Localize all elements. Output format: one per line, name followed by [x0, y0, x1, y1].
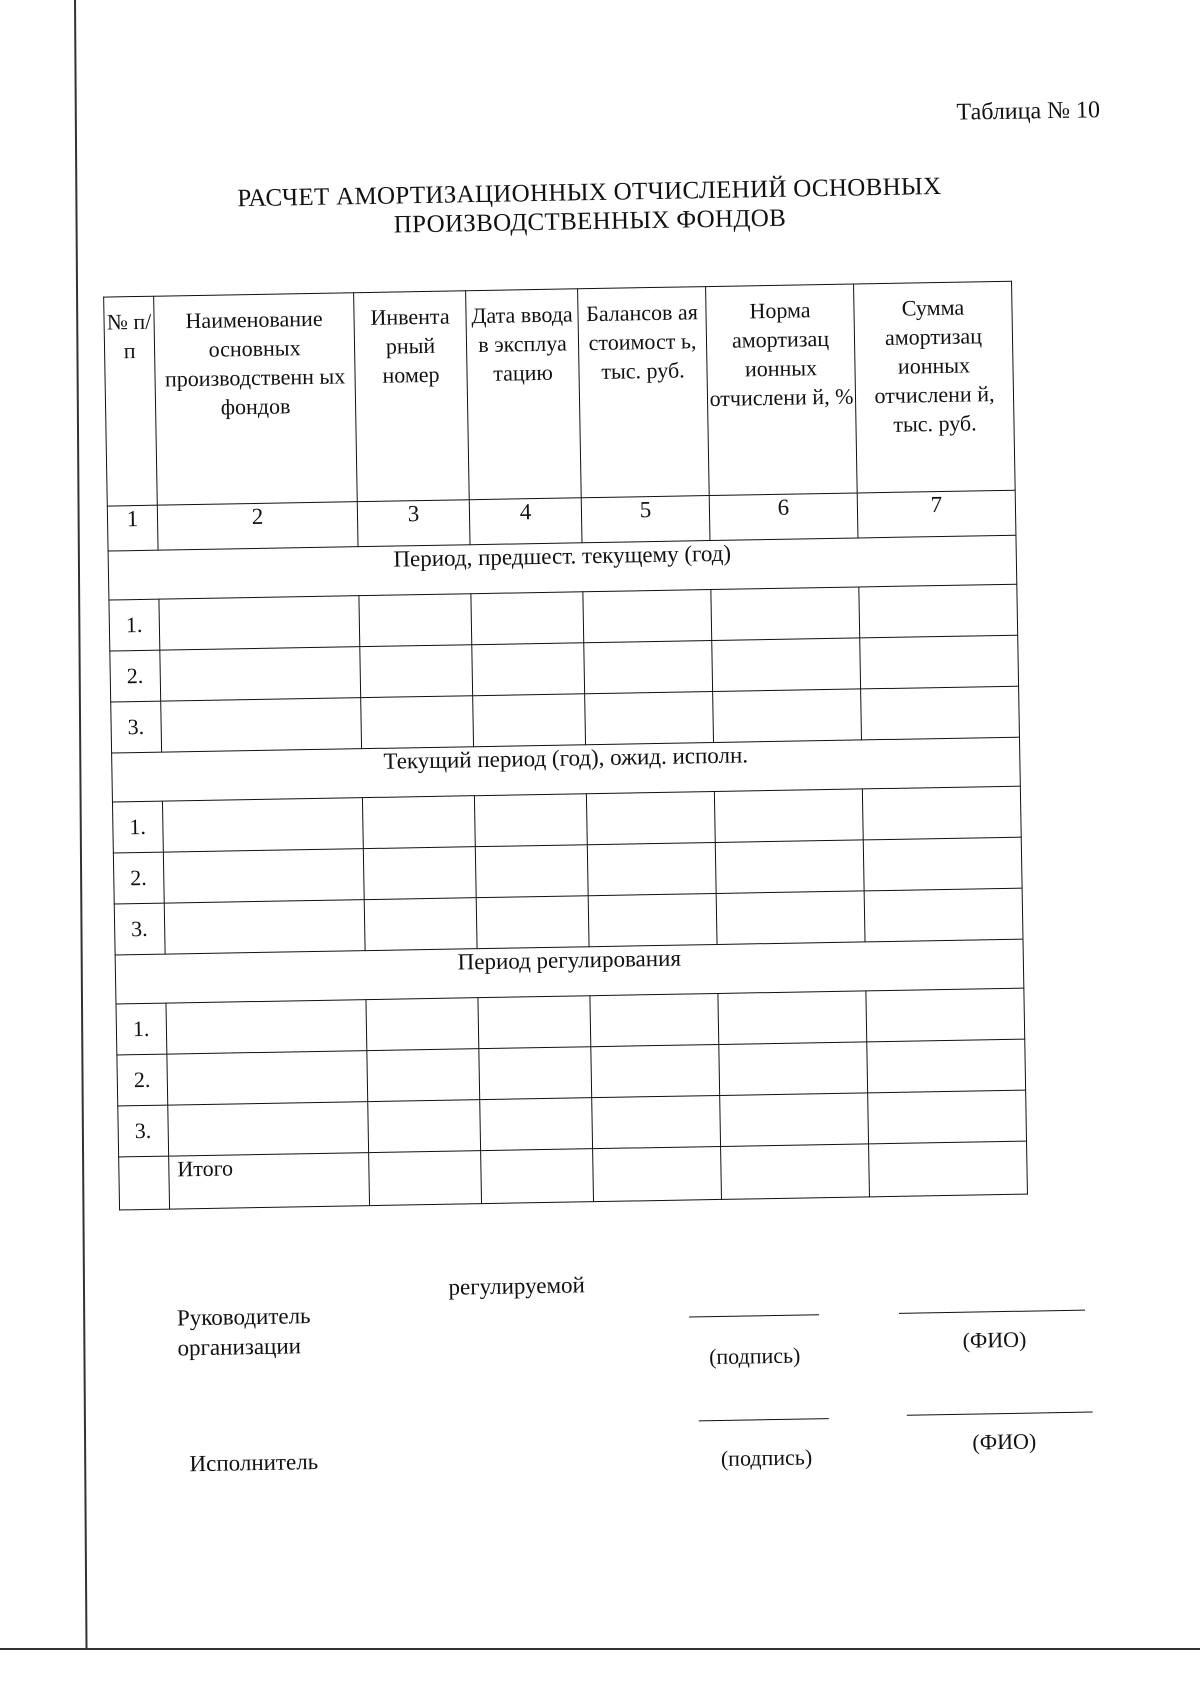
row-index: 3.	[118, 1105, 169, 1157]
table-cell	[162, 798, 363, 852]
table-cell	[164, 900, 365, 954]
table-cell	[861, 686, 1020, 740]
table-cell	[369, 1151, 482, 1206]
table-cell	[362, 796, 475, 849]
executor-name-caption: (ФИО)	[972, 1428, 1037, 1455]
column-number: 1	[107, 505, 158, 551]
row-index: 1.	[112, 801, 163, 853]
table-cell	[863, 837, 1022, 891]
table-cell	[119, 1156, 170, 1210]
section-title: Период, предшест. текущему (год)	[108, 535, 1017, 600]
table-cell	[167, 1051, 368, 1105]
section-title: Период регулирования	[115, 939, 1024, 1004]
table-cell	[474, 794, 587, 847]
column-header: Инвента рный номер	[354, 291, 470, 502]
table-cell	[160, 647, 361, 701]
table-cell	[859, 584, 1018, 638]
table-cell	[716, 891, 865, 945]
table-cell	[720, 1093, 869, 1147]
column-header: Норма амортизац ионных отчислени й, %	[706, 284, 858, 496]
column-number: 3	[357, 500, 470, 547]
row-index: 1.	[109, 599, 160, 651]
table-cell	[867, 1039, 1026, 1093]
table-cell	[478, 996, 591, 1049]
executor-label: Исполнитель	[189, 1449, 319, 1477]
document-title-line-2: ПРОИЗВОДСТВЕННЫХ ФОНДОВ	[393, 204, 787, 239]
column-number: 2	[157, 502, 358, 550]
head-label-line-1: Руководитель	[176, 1303, 311, 1331]
table-cell	[869, 1141, 1028, 1197]
row-index: 2.	[117, 1054, 168, 1106]
table-cell	[472, 643, 585, 696]
table-cell	[471, 592, 584, 645]
table-cell	[481, 1149, 594, 1204]
head-signature-line	[689, 1314, 819, 1317]
head-label-line-2: организации	[177, 1333, 302, 1361]
row-index: 3.	[114, 903, 165, 955]
table-cell	[721, 1144, 870, 1200]
column-header: Дата ввода в эксплуа тацию	[466, 289, 582, 500]
table-cell	[590, 993, 719, 1046]
column-header: Сумма амортизац ионных отчислени й, тыс. руб.	[854, 281, 1016, 493]
table-cell	[475, 845, 588, 898]
column-number: 6	[709, 493, 858, 541]
row-index: 2.	[110, 650, 161, 702]
column-number: 7	[857, 490, 1016, 538]
table-cell	[364, 898, 477, 951]
executor-signature-caption: (подпись)	[720, 1444, 813, 1471]
table-cell	[591, 1044, 720, 1097]
table-cell	[868, 1090, 1027, 1144]
table-cell	[363, 847, 476, 900]
table-cell	[862, 786, 1021, 840]
table-cell	[718, 991, 867, 1045]
table-cell	[593, 1146, 722, 1201]
table-cell	[166, 1000, 367, 1054]
table-cell	[366, 998, 479, 1051]
head-name-caption: (ФИО)	[962, 1326, 1027, 1353]
table-cell	[361, 696, 474, 749]
table-cell	[476, 896, 589, 949]
table-cell	[584, 641, 713, 694]
table-cell	[161, 698, 362, 752]
table-cell	[159, 596, 360, 650]
table-cell	[719, 1042, 868, 1096]
executor-name-line	[907, 1411, 1093, 1415]
document-title-line-1: РАСЧЕТ АМОРТИЗАЦИОННЫХ ОТЧИСЛЕНИЙ ОСНОВНЫХ	[237, 172, 942, 213]
table-cell	[367, 1049, 480, 1102]
regulated-word: регулируемой	[448, 1272, 586, 1300]
table-cell	[592, 1095, 721, 1148]
table-cell	[712, 638, 861, 692]
table-cell	[711, 587, 860, 641]
table-cell	[713, 689, 862, 743]
column-header: Балансов ая стоимост ь, тыс. руб.	[578, 287, 710, 498]
depreciation-table	[103, 281, 1028, 1211]
table-cell	[480, 1098, 593, 1151]
table-cell	[585, 692, 714, 745]
table-cell	[860, 635, 1019, 689]
table-cell	[360, 645, 473, 698]
table-cell	[587, 842, 716, 895]
table-cell	[715, 840, 864, 894]
table-cell	[586, 792, 715, 845]
header-row	[104, 281, 1016, 506]
row-index: 3.	[111, 701, 162, 753]
head-name-line	[899, 1310, 1085, 1314]
table-cell	[163, 849, 364, 903]
table-cell	[368, 1100, 481, 1153]
row-index: 2.	[113, 852, 164, 904]
executor-signature-line	[699, 1418, 829, 1421]
table-cell	[359, 594, 472, 647]
row-index: 1.	[116, 1003, 167, 1055]
column-header: № п/п	[104, 296, 158, 506]
table-cell	[479, 1047, 592, 1100]
table-cell	[864, 888, 1023, 942]
table-cell	[714, 789, 863, 843]
column-number: 5	[581, 496, 710, 543]
table-cell	[168, 1102, 369, 1156]
table-number-label: Таблица № 10	[956, 97, 1101, 126]
table-cell	[583, 590, 712, 643]
column-number: 4	[469, 498, 582, 545]
total-label: Итого	[169, 1153, 370, 1209]
table-cell	[588, 893, 717, 946]
column-header: Наименование основных производственн ых фондов	[154, 293, 358, 505]
section-title: Текущий период (год), ожид. исполн.	[112, 737, 1021, 802]
head-of-organization-label	[177, 1301, 312, 1363]
table-cell	[473, 694, 586, 747]
head-signature-caption: (подпись)	[708, 1342, 801, 1370]
document-title	[139, 170, 1040, 244]
table-cell	[866, 988, 1025, 1042]
